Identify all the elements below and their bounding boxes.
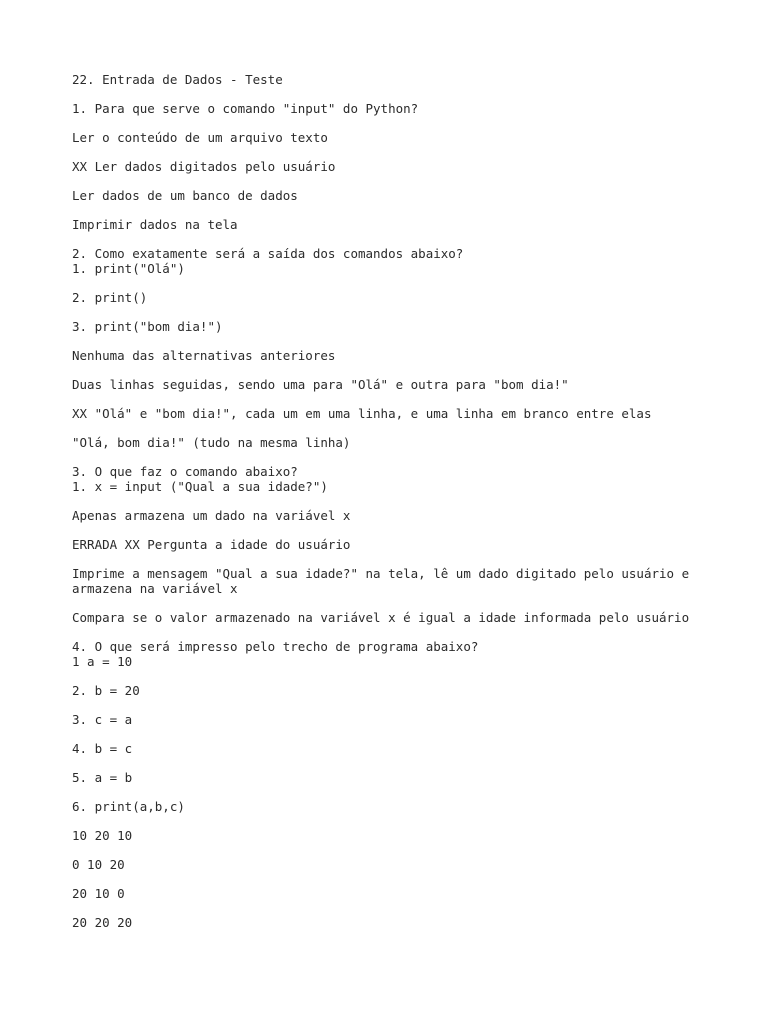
question-2: 2. Como exatamente será a saída dos comandos abaixo? — [72, 246, 464, 261]
q1-option-4: Imprimir dados na tela — [72, 217, 238, 232]
question-3: 3. O que faz o comando abaixo? — [72, 464, 298, 479]
q4-option-2: 0 10 20 — [72, 857, 125, 872]
document-title: 22. Entrada de Dados - Teste — [72, 72, 283, 87]
q1-option-2: XX Ler dados digitados pelo usuário — [72, 159, 336, 174]
q3-option-1: Apenas armazena um dado na variável x — [72, 508, 351, 523]
q4-code-line-4: 4. b = c — [72, 741, 133, 756]
q2-code-line-3: 3. print("bom dia!") — [72, 319, 223, 334]
question-4: 4. O que será impresso pelo trecho de programa abaixo? — [72, 639, 479, 654]
q2-code-line-2: 2. print() — [72, 290, 148, 305]
q1-option-3: Ler dados de um banco de dados — [72, 188, 298, 203]
document-page — [72, 72, 712, 930]
question-1: 1. Para que serve o comando "input" do Python? — [72, 101, 419, 116]
q4-code-line-6: 6. print(a,b,c) — [72, 799, 185, 814]
q3-option-2: ERRADA XX Pergunta a idade do usuário — [72, 537, 351, 552]
q4-option-3: 20 10 0 — [72, 886, 125, 901]
q4-code-line-3: 3. c = a — [72, 712, 133, 727]
q2-option-1: Nenhuma das alternativas anteriores — [72, 348, 336, 363]
q2-option-2: Duas linhas seguidas, sendo uma para "Olá" e outra para "bom dia!" — [72, 377, 569, 392]
q3-option-4: Compara se o valor armazenado na variável x é igual a idade informada pelo usuário — [72, 610, 690, 625]
q4-code-line-2: 2. b = 20 — [72, 683, 140, 698]
q2-code-line-1: 1. print("Olá") — [72, 261, 185, 276]
q4-code-line-1: 1 a = 10 — [72, 654, 133, 669]
q2-option-3: XX "Olá" e "bom dia!", cada um em uma linha, e uma linha em branco entre elas — [72, 406, 652, 421]
q3-option-3: Imprime a mensagem "Qual a sua idade?" na tela, lê um dado digitado pelo usuário e armazena na variável x — [72, 566, 690, 596]
q3-code-line-1: 1. x = input ("Qual a sua idade?") — [72, 479, 328, 494]
q2-option-4: "Olá, bom dia!" (tudo na mesma linha) — [72, 435, 351, 450]
q4-code-line-5: 5. a = b — [72, 770, 133, 785]
q4-option-1: 10 20 10 — [72, 828, 133, 843]
q1-option-1: Ler o conteúdo de um arquivo texto — [72, 130, 328, 145]
q4-option-4: 20 20 20 — [72, 915, 133, 930]
